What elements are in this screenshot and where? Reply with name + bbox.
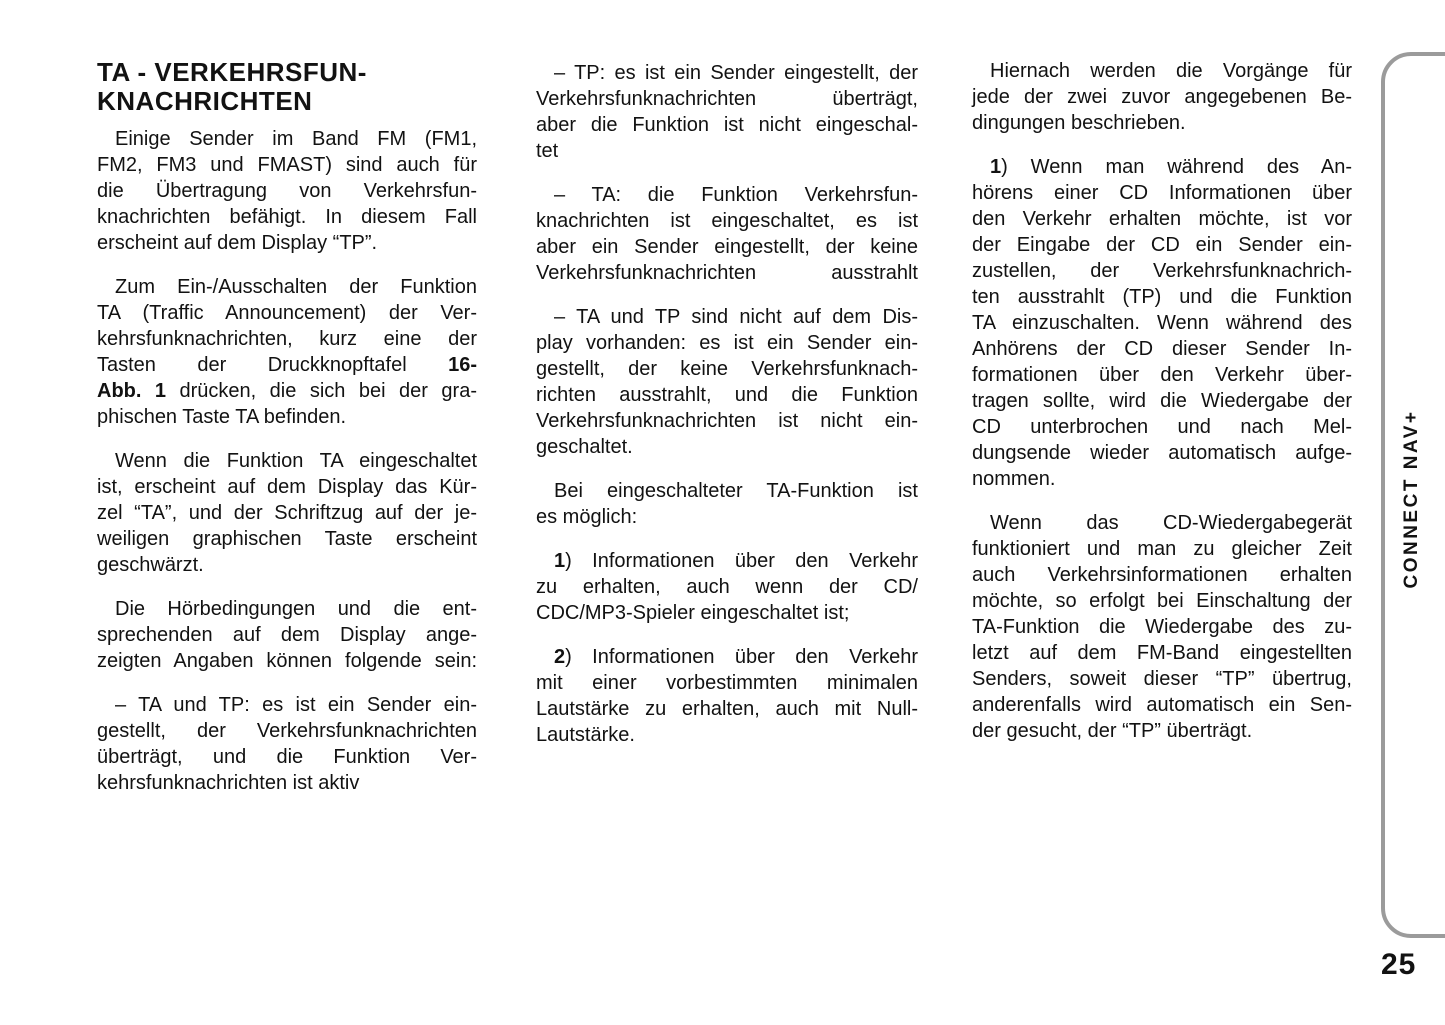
paragraph: [536, 60, 918, 164]
text-line: den Verkehr erhalten möchte, ist vor: [972, 208, 1352, 230]
text-line: – TA und TP sind nicht auf dem Dis-: [554, 306, 918, 328]
text-line: formationen über den Verkehr über-: [972, 364, 1352, 386]
text-line: KNACHRICHTEN: [97, 86, 313, 116]
text-line: jede der zwei zuvor angegebenen Be-: [972, 86, 1352, 108]
text-line: aber die Funktion ist nicht eingeschal-: [536, 114, 918, 136]
text-line: 1) Informationen über den Verkehr: [554, 550, 918, 572]
text-line: Verkehrsfunknachrichten überträgt,: [536, 88, 918, 110]
paragraph: [97, 596, 477, 674]
text-column-middle: [536, 60, 918, 766]
text-line: tragen sollte, wird die Wiedergabe der: [972, 390, 1352, 412]
text-line: Die Hörbedingungen und die ent-: [115, 598, 477, 620]
paragraph: [972, 510, 1352, 744]
text-line: zel “TA”, und der Schriftzug auf der je-: [97, 502, 477, 524]
paragraph: [972, 154, 1352, 492]
text-column-left: [97, 58, 477, 814]
section-tab-label: CONNECT NAV+: [1401, 409, 1422, 589]
text-line: play vorhanden: es ist ein Sender ein-: [536, 332, 918, 354]
text-line: geschwärzt.: [97, 554, 204, 576]
text-line: zeigten Angaben können folgende sein:: [97, 650, 477, 672]
text-line: Wenn das CD-Wiedergabegerät: [990, 512, 1352, 534]
text-line: erscheint auf dem Display “TP”.: [97, 232, 378, 254]
paragraph: [536, 304, 918, 460]
text-line: TA (Traffic Announcement) der Ver-: [97, 302, 477, 324]
text-line: knachrichten befähigt. In diesem Fall: [97, 206, 477, 228]
text-line: möchte, so erfolgt bei Einschaltung der: [972, 590, 1352, 612]
text-line: Wenn die Funktion TA eingeschaltet: [115, 450, 477, 472]
text-line: Anhörens der CD dieser Sender In-: [972, 338, 1352, 360]
text-line: zustellen, der Verkehrsfunknachrich-: [972, 260, 1352, 282]
text-line: nommen.: [972, 468, 1056, 490]
text-line: Verkehrsfunknachrichten ist nicht ein-: [536, 410, 918, 432]
text-line: – TA: die Funktion Verkehrsfun-: [554, 184, 918, 206]
paragraph: [97, 126, 477, 256]
text-line: anderenfalls wird automatisch ein Sen-: [972, 694, 1352, 716]
text-line: dingungen beschrieben.: [972, 112, 1186, 134]
text-line: Tasten der Druckknopftafel 16-: [97, 354, 477, 376]
text-column-right: [972, 58, 1352, 762]
text-line: geschaltet.: [536, 436, 633, 458]
paragraph: [536, 644, 918, 748]
text-line: der Eingabe der CD ein Sender ein-: [972, 234, 1352, 256]
text-line: knachrichten ist eingeschaltet, es ist: [536, 210, 918, 232]
text-line: TA - VERKEHRSFUN-: [97, 57, 367, 87]
text-line: – TA und TP: es ist ein Sender ein-: [115, 694, 477, 716]
text-line: tet: [536, 140, 559, 162]
text-line: der gesucht, der “TP” überträgt.: [972, 720, 1253, 742]
text-line: Hiernach werden die Vorgänge für: [990, 60, 1352, 82]
text-line: CDC/MP3-Spieler eingeschaltet ist;: [536, 602, 850, 624]
text-line: mit einer vorbestimmten minimalen: [536, 672, 918, 694]
text-line: 2) Informationen über den Verkehr: [554, 646, 918, 668]
text-line: TA-Funktion die Wiedergabe des zu-: [972, 616, 1352, 638]
text-line: Senders, soweit dieser “TP” übertrug,: [972, 668, 1352, 690]
text-line: kehrsfunknachrichten ist aktiv: [97, 772, 360, 794]
text-line: Verkehrsfunknachrichten ausstrahlt: [536, 262, 918, 284]
text-line: zu erhalten, auch wenn der CD/: [536, 576, 918, 598]
text-line: FM2, FM3 und FMAST) sind auch für: [97, 154, 477, 176]
text-line: ist, erscheint auf dem Display das Kür-: [97, 476, 477, 498]
section-heading: [97, 58, 477, 116]
text-line: die Übertragung von Verkehrsfun-: [97, 180, 477, 202]
text-line: sprechenden auf dem Display ange-: [97, 624, 477, 646]
text-line: Abb. 1 drücken, die sich bei der gra-: [97, 380, 477, 402]
text-line: phischen Taste TA befinden.: [97, 406, 347, 428]
text-line: richten ausstrahlt, und die Funktion: [536, 384, 918, 406]
text-line: auch Verkehrsinformationen erhalten: [972, 564, 1352, 586]
text-line: Zum Ein-/Ausschalten der Funktion: [115, 276, 477, 298]
text-line: dungsende wieder automatisch aufge-: [972, 442, 1352, 464]
paragraph: [97, 692, 477, 796]
text-line: 1) Wenn man während des An-: [990, 156, 1352, 178]
paragraph: [97, 448, 477, 578]
paragraph: [536, 478, 918, 530]
text-line: überträgt, und die Funktion Ver-: [97, 746, 477, 768]
text-line: letzt auf dem FM-Band eingestellten: [972, 642, 1352, 664]
paragraph: [536, 182, 918, 286]
text-line: Lautstärke.: [536, 724, 635, 746]
text-line: TA einzuschalten. Wenn während des: [972, 312, 1352, 334]
paragraph: [972, 58, 1352, 136]
text-line: Lautstärke zu erhalten, auch mit Null-: [536, 698, 918, 720]
text-line: – TP: es ist ein Sender eingestellt, der: [554, 62, 918, 84]
text-line: hörens einer CD Informationen über: [972, 182, 1352, 204]
text-line: weiligen graphischen Taste erscheint: [97, 528, 477, 550]
paragraph: [536, 548, 918, 626]
text-line: Einige Sender im Band FM (FM1,: [115, 128, 477, 150]
paragraph: [97, 274, 477, 430]
text-line: aber ein Sender eingestellt, der keine: [536, 236, 918, 258]
text-line: ten ausstrahlt (TP) und die Funktion: [972, 286, 1352, 308]
text-line: funktioniert und man zu gleicher Zeit: [972, 538, 1352, 560]
text-line: gestellt, der Verkehrsfunknachrichten: [97, 720, 477, 742]
text-line: es möglich:: [536, 506, 638, 528]
page-number: 25: [1381, 948, 1417, 981]
text-line: Bei eingeschalteter TA-Funktion ist: [554, 480, 918, 502]
text-line: kehrsfunknachrichten, kurz eine der: [97, 328, 477, 350]
text-line: CD unterbrochen und nach Mel-: [972, 416, 1352, 438]
text-line: gestellt, der keine Verkehrsfunknach-: [536, 358, 918, 380]
